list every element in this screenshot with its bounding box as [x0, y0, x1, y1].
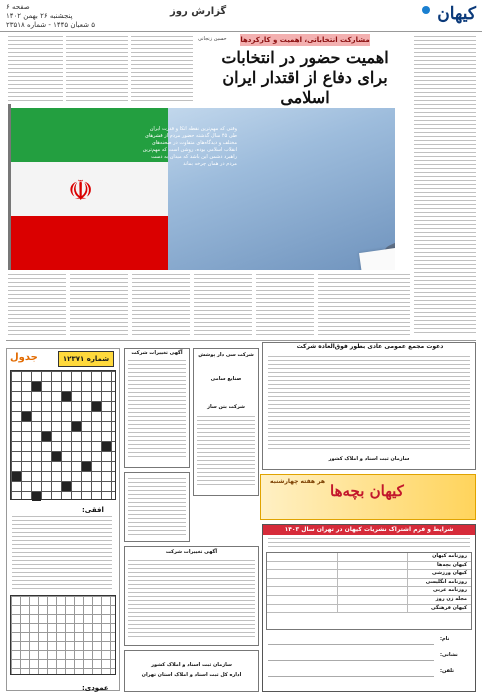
text-column — [414, 36, 476, 334]
notice-heading: دعوت مجمع عمومی عادی بطور فوق‌العاده شرکت — [296, 343, 444, 350]
headline-line-2: برای دفاع از اقتدار ایران اسلامی — [222, 68, 388, 107]
sudoku-grid — [10, 595, 116, 675]
section-title: گزارش روز — [170, 6, 227, 17]
kids-ad-subtitle: هر هفته چهارشنبه — [270, 478, 326, 485]
newspaper-logo: کیهان — [437, 4, 476, 24]
table-row: کیهان بچه‌ها — [267, 562, 471, 571]
table-row: روزنامه کیهان — [267, 553, 471, 562]
subscription-table — [266, 552, 472, 630]
table-row: کیهان فرهنگی — [267, 605, 471, 614]
registry-label: سازمان ثبت اسناد و املاک کشور — [151, 662, 232, 668]
form-address-label: نشانی: — [440, 652, 458, 658]
kids-ad-title: کیهان بچه‌ها — [330, 482, 404, 500]
registry-label: اداره کل ثبت اسناد و املاک استان تهران — [141, 672, 242, 678]
notice-heading: آگهی تغییرات شرکت — [131, 350, 183, 356]
notice-text — [197, 416, 255, 488]
subscription-text — [268, 538, 470, 550]
issue-line: ۵ شعبان ۱۴۴۵ - شماره ۲۳۵۱۸ — [6, 21, 95, 29]
table-row: روزنامه عربی — [267, 587, 471, 596]
text-column — [194, 274, 252, 338]
subscription-title: شرایط و فرم اشتراک نشریات کیهان در تهران سال ۱۴۰۳ — [263, 525, 475, 535]
notice-text — [128, 360, 186, 460]
table-row: مجله زن روز — [267, 596, 471, 605]
table-row: روزنامه انگلیسی — [267, 579, 471, 588]
notice-text — [268, 356, 470, 452]
form-phone-label: تلفن: — [440, 668, 455, 674]
flag-red-stripe — [8, 216, 168, 270]
puzzle-number: شماره ۱۲۳۷۱ — [58, 351, 114, 367]
notice-heading: صنایع سامی — [210, 376, 242, 382]
form-address-field[interactable] — [268, 660, 434, 661]
notice-heading: شرکت سی دار پوشش — [198, 352, 254, 358]
headline-line-1: اهمیت حضور در انتخابات — [221, 48, 389, 67]
text-column — [132, 274, 190, 338]
notice-text — [128, 478, 186, 536]
puzzle-title: جدول — [10, 352, 38, 363]
divider — [6, 340, 476, 341]
flag-emblem-icon: ☫ — [68, 174, 94, 207]
table-row: کیهان ورزشی — [267, 570, 471, 579]
issue-info — [6, 3, 95, 30]
text-column — [8, 36, 63, 104]
byline: حسین زنجانی — [198, 36, 227, 42]
text-column — [256, 274, 314, 338]
photo-quote: وقتی که مهم‌ترین نقطه اتکا و قدرت ایران طی ۴۵ سال گذشته حضور مردم از قشرهای مختلف و دیدگاه‌های متفاوت در صحنه‌های انقلاب اسلامی بوده، روشن است که مهم‌ترین راهبرد دشمن این باشد که میدان به دست مردم در همان چرخه بماند — [142, 126, 237, 167]
ballot-paper — [359, 248, 395, 270]
clues-text — [12, 516, 112, 590]
notice-text — [128, 560, 255, 638]
registry-label: سازمان ثبت اسناد و املاک کشور — [328, 456, 410, 462]
notice-box — [124, 650, 259, 692]
notice-heading: شرکت بتن ساز — [207, 404, 245, 410]
logo-mark-icon — [422, 6, 430, 14]
text-column — [70, 274, 128, 338]
crossword-grid — [10, 370, 116, 500]
text-column — [66, 36, 128, 104]
text-column — [131, 36, 193, 104]
form-phone-field[interactable] — [268, 676, 434, 677]
date-line: پنجشنبه ۲۶ بهمن ۱۴۰۲ — [6, 12, 73, 20]
text-column — [8, 274, 66, 338]
feature-kicker: مشارکت انتخاباتی، اهمیت و کارکردها — [240, 36, 370, 44]
form-name-field[interactable] — [268, 644, 434, 645]
notice-heading: آگهی تغییرات شرکت — [165, 549, 218, 555]
text-column — [318, 274, 410, 338]
across-label: افقی: — [82, 506, 104, 514]
form-name-label: نام: — [440, 636, 450, 642]
page-label: صفحه ۶ — [6, 3, 30, 11]
down-label: عمودی: — [82, 684, 109, 692]
flag-pole — [8, 104, 11, 270]
